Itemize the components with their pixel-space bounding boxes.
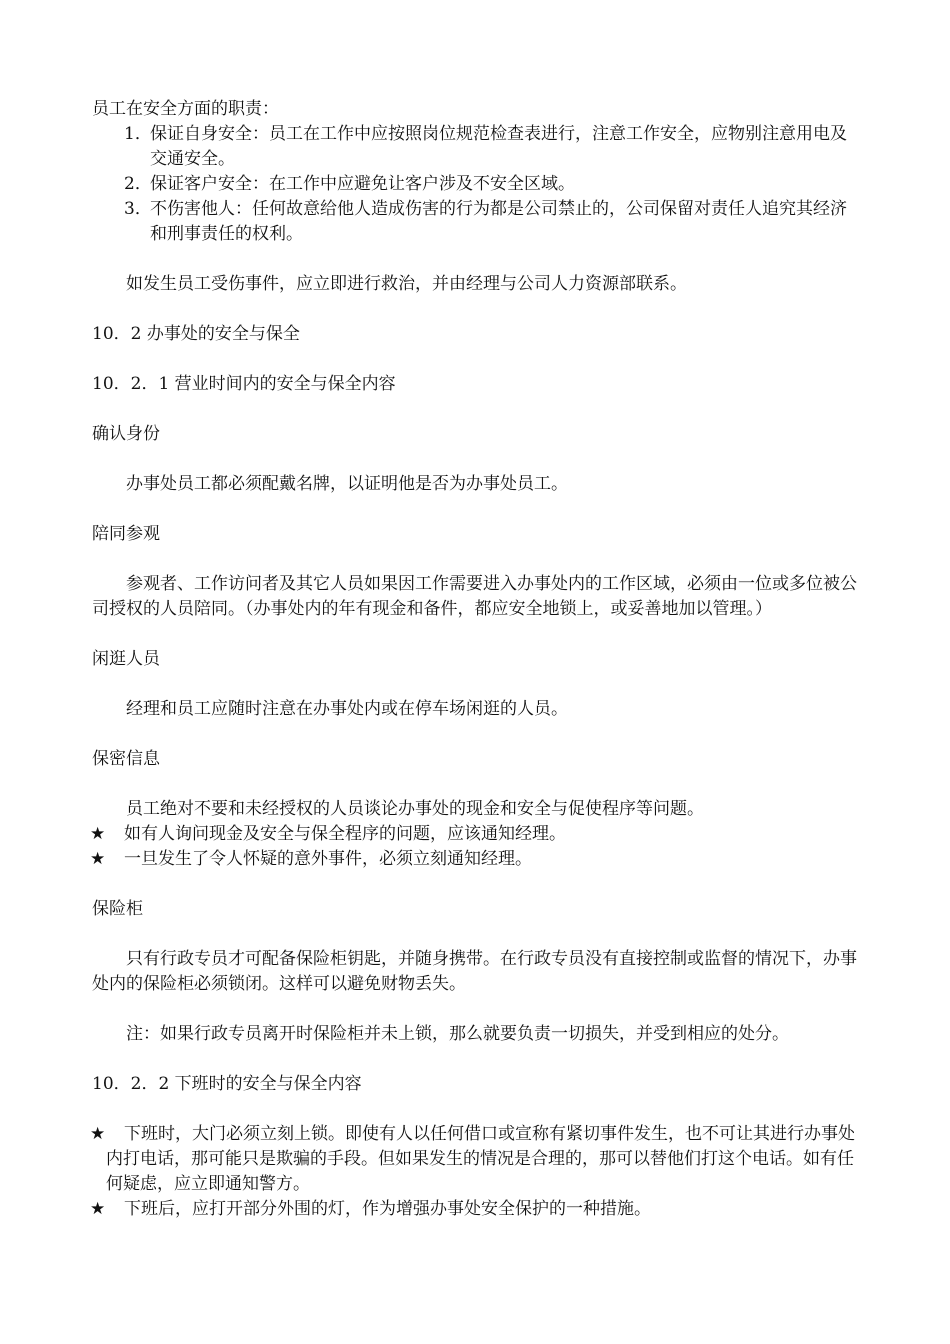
loiter-paragraph: 经理和员工应随时注意在办事处内或在停车场闲逛的人员。 (126, 699, 568, 719)
safe-note: 注：如果行政专员离开时保险柜并未上锁，那么就要负责一切损失，并受到相应的处分。 (126, 1024, 789, 1044)
secret-paragraph: 员工绝对不要和未经授权的人员谈论办事处的现金和安全与促使程序等问题。 (126, 799, 704, 819)
duty-number: 2． (124, 174, 152, 194)
duty-number: 1． (124, 124, 152, 144)
star-icon: ★ (90, 824, 106, 844)
duty-item-1 (92, 122, 862, 172)
duty-text: 保证客户安全：在工作中应避免让客户涉及不安全区域。 (150, 174, 575, 194)
bullet-text: 一旦发生了令人怀疑的意外事件，必须立刻通知经理。 (124, 849, 532, 869)
escort-paragraph: 参观者、工作访问者及其它人员如果因工作需要进入办事处内的工作区域，必须由一位或多位被公司授权的人员陪同。（办事处内的年有现金和备件，都应安全地锁上，或妥善地加以管理。） (92, 574, 857, 619)
secret-bullet-1 (90, 822, 862, 847)
duty-item-3 (92, 197, 862, 247)
star-icon: ★ (90, 849, 106, 869)
secret-bullet-2 (90, 847, 862, 872)
bullet-text: 下班时，大门必须立刻上锁。即使有人以任何借口或宣称有紧切事件发生，也不可让其进行办事处内打电话，那可能只是欺骗的手段。但如果发生的情况是合理的，那可以替他们打这个电话。如有任何疑虑，应立即通知警方。 (106, 1124, 855, 1194)
bullet-text: 如有人询问现金及安全与保全程序的问题，应该通知经理。 (124, 824, 566, 844)
duty-text: 不伤害他人：任何故意给他人造成伤害的行为都是公司禁止的，公司保留对责任人追究其经济和刑事责任的权利。 (150, 199, 847, 244)
section-heading-10-2-1: 10．2．1 营业时间内的安全与保全内容 (92, 374, 396, 394)
section-heading-10-2-2: 10．2．2 下班时的安全与保全内容 (92, 1074, 362, 1094)
escort-heading: 陪同参观 (92, 524, 160, 544)
duty-text: 保证自身安全：员工在工作中应按照岗位规范检查表进行，注意工作安全，应物别注意用电及交通安全。 (150, 124, 847, 169)
star-icon: ★ (90, 1199, 106, 1219)
duties-heading: 员工在安全方面的职责： (92, 99, 279, 119)
secret-heading: 保密信息 (92, 749, 160, 769)
duty-item-2 (92, 172, 862, 197)
loiter-heading: 闲逛人员 (92, 649, 160, 669)
duty-number: 3． (124, 199, 152, 219)
document-page (92, 97, 862, 1222)
identity-paragraph: 办事处员工都必须配戴名牌，以证明他是否为办事处员工。 (126, 474, 568, 494)
identity-heading: 确认身份 (92, 424, 160, 444)
after-hours-bullet-1 (90, 1122, 862, 1197)
bullet-text: 下班后，应打开部分外围的灯，作为增强办事处安全保护的一种措施。 (124, 1199, 651, 1219)
section-heading-10-2: 10．2 办事处的安全与保全 (92, 324, 300, 344)
injury-paragraph: 如发生员工受伤事件，应立即进行救治，并由经理与公司人力资源部联系。 (126, 274, 687, 294)
after-hours-bullet-2 (90, 1197, 862, 1222)
star-icon: ★ (90, 1124, 106, 1144)
safe-paragraph: 只有行政专员才可配备保险柜钥匙，并随身携带。在行政专员没有直接控制或监督的情况下，办事处内的保险柜必须锁闭。这样可以避免财物丢失。 (92, 949, 857, 994)
safe-heading: 保险柜 (92, 899, 143, 919)
